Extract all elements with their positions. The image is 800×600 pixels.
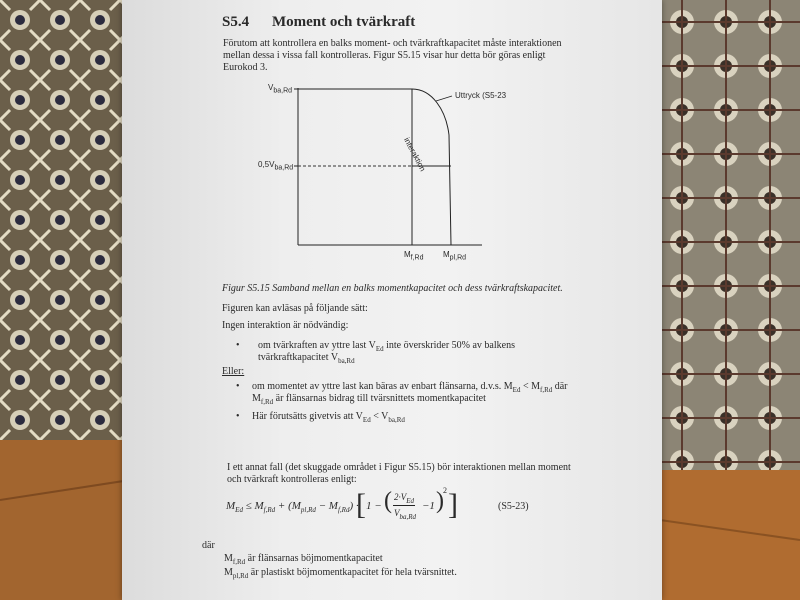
bullet3-line: Här förutsätts givetvis att $V_{Ed} < V_{ba,Rd}$: [252, 411, 405, 424]
intro-line-3: Eurokod 3.: [223, 62, 268, 73]
read-intro: Figuren kan avläsas på följande sätt:: [222, 303, 368, 314]
bullet-dot-3: •: [236, 411, 240, 422]
bullet2-line1: om momentet av yttre last kan bäras av enbart flänsarna, d.v.s. $M_{Ed} < M_{f,Rd}$ där: [252, 381, 568, 394]
formula-bracket-left: [: [356, 488, 366, 521]
bullet1-line1: om tvärkraften av yttre last $V_{Ed}$ inte överskrider 50% av balkens: [258, 340, 515, 353]
formula-numerator: $2\cdot V_{Ed}$: [394, 492, 415, 505]
interaction-label: interaktion: [402, 136, 428, 173]
y-top-label: $V_{ba,Rd}$: [268, 83, 293, 95]
other-case-line-2: och tvärkraft kontrolleras enligt:: [227, 474, 357, 485]
formula-one-minus: 1 −: [366, 500, 382, 512]
section-number: S5.4: [222, 14, 250, 30]
formula-paren-left: (: [384, 488, 392, 514]
bullet-dot-1: •: [236, 340, 240, 351]
figure-caption: Figur S5.15 Samband mellan en balks momentkapacitet och dess tvärkraftskapacitet.: [222, 283, 563, 294]
or-label: Eller:: [222, 366, 245, 377]
formula-bracket-right: ]: [448, 488, 458, 521]
formula-denominator: $V_{ba,Rd}$: [394, 508, 417, 521]
y-mid-label: $0,5V_{ba,Rd}$: [258, 160, 294, 172]
bullet2-line2: $M_{f,Rd}$ är flänsarnas bidrag till tvärsnittets momentkapacitet: [252, 393, 486, 406]
bullet-dot-2: •: [236, 381, 240, 392]
formula-paren-right: ): [436, 488, 444, 514]
section-title: Moment och tvärkraft: [272, 14, 416, 30]
curve-label: Uttryck (S5-23: [455, 91, 507, 100]
definition-mpl: $M_{pl,Rd}$ är plastiskt böjmomentkapacitet för hela tvärsnittet.: [224, 567, 457, 580]
formula-s5-23: $M_{Ed} \le M_{f,Rd} + (M_{pl,Rd} - M_{f,Rd})$ ·: [226, 500, 359, 515]
formula-power: 2: [443, 486, 447, 495]
definition-mf: $M_{f,Rd}$ är flänsarnas böjmomentkapacitet: [224, 553, 383, 566]
intro-line-2: mellan dessa i vissa fall kontrolleras. Figur S5.15 visar hur detta bör göras enligt: [223, 50, 546, 61]
formula-minus-one: −1: [422, 500, 435, 512]
no-interaction-heading: Ingen interaktion är nödvändig:: [222, 320, 349, 331]
x-label-mpl: $M_{pl,Rd}$: [443, 250, 467, 262]
intro-line-1: Förutom att kontrollera en balks moment- och tvärkraftkapacitet måste interaktionen: [223, 38, 562, 49]
dar-label: där: [202, 540, 215, 551]
formula-equation-number: (S5-23): [498, 501, 529, 512]
other-case-line-1: I ett annat fall (det skuggade området i Figur S5.15) bör interaktionen mellan moment: [227, 462, 571, 473]
curve-label-leader: [436, 96, 452, 101]
bullet1-line2: tvärkraftkapacitet $V_{ba,Rd}$: [258, 352, 355, 365]
x-label-mf: $M_{f,Rd}$: [404, 250, 424, 262]
